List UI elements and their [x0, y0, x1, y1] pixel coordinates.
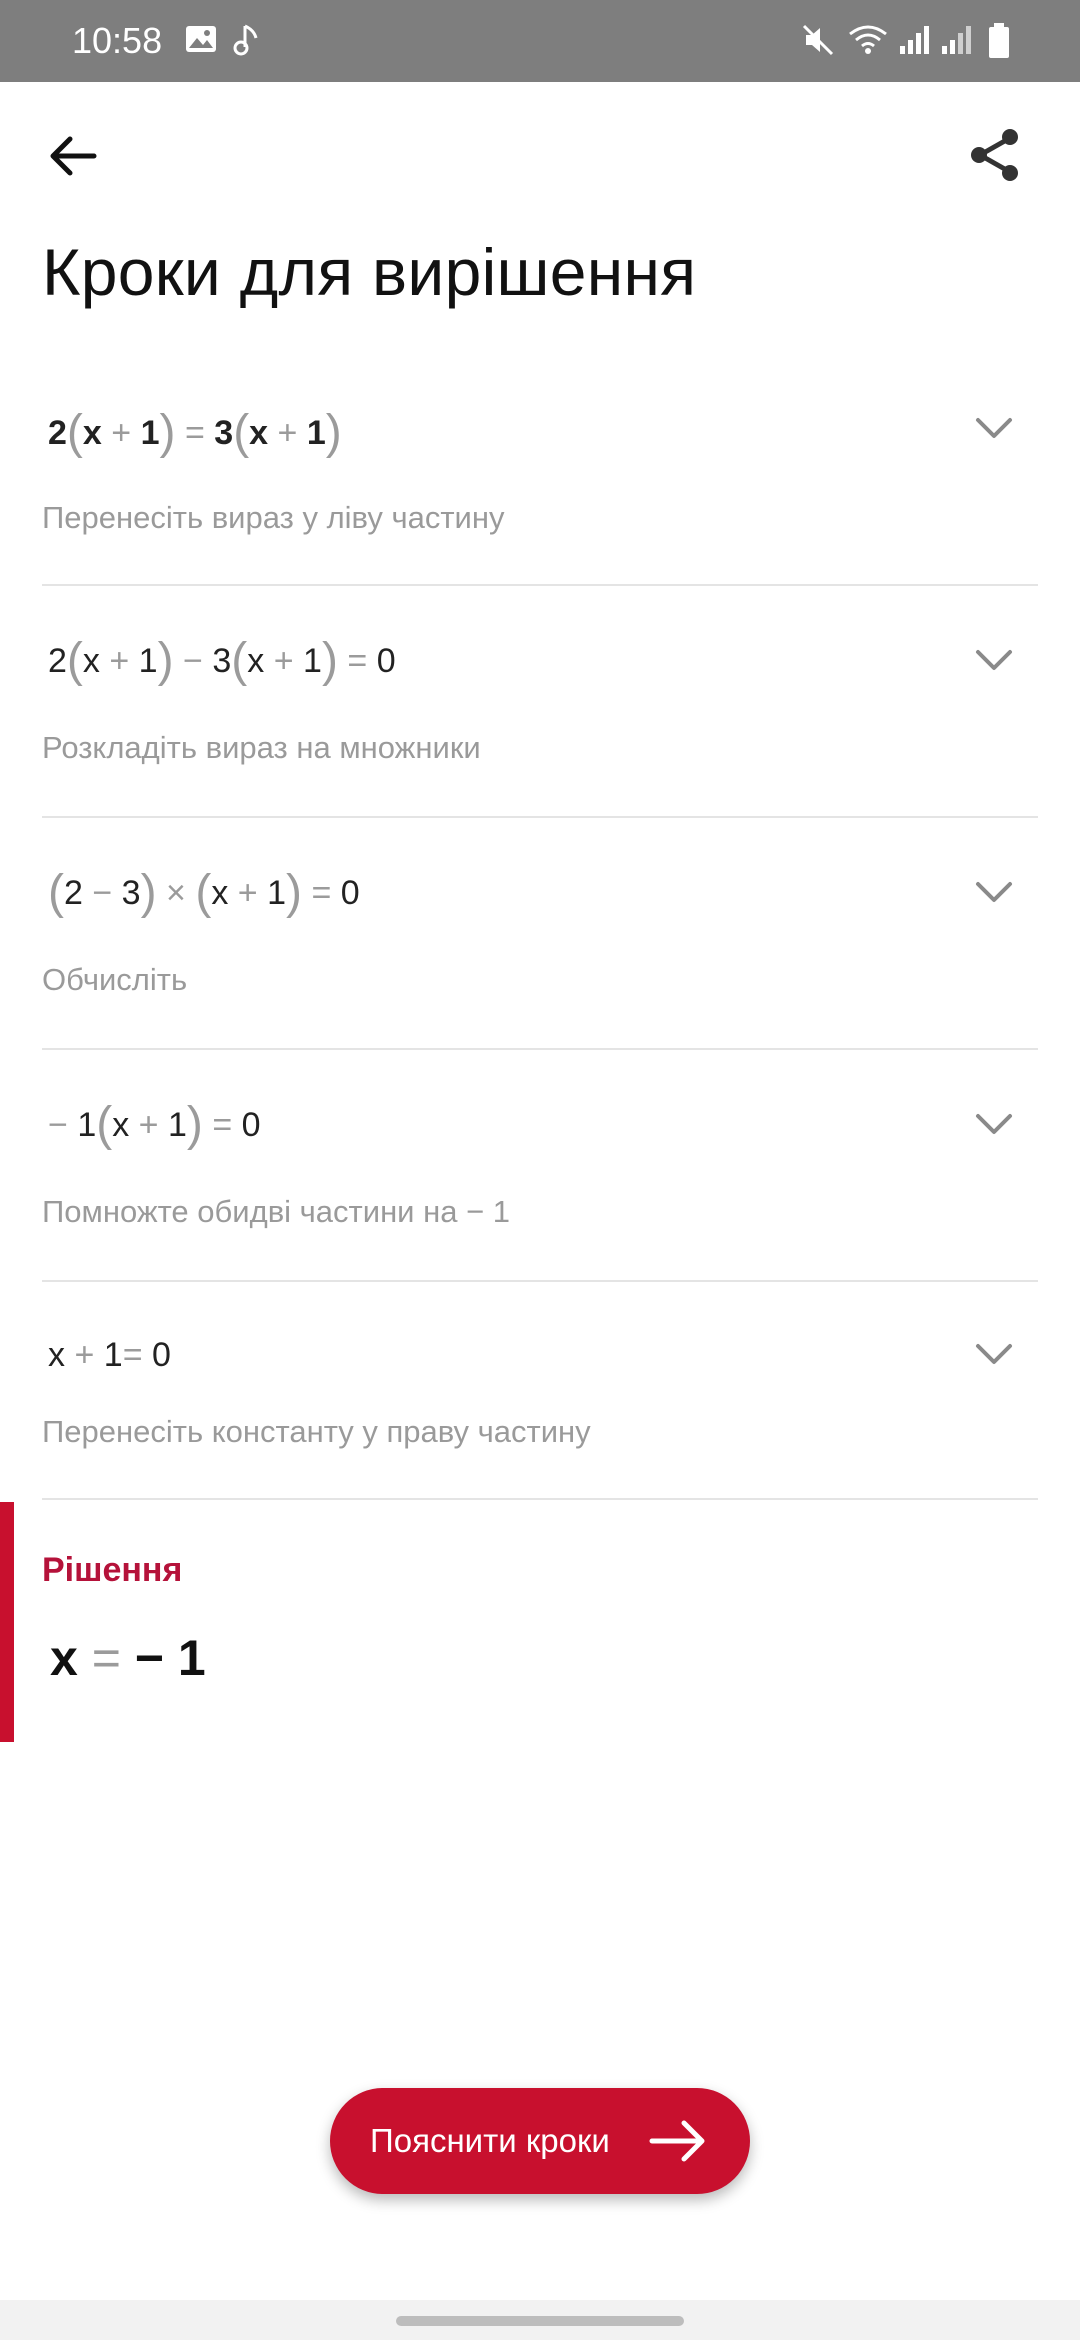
- step-description: Перенесіть вираз у ліву частину: [42, 500, 505, 535]
- chevron-down-icon[interactable]: [972, 406, 1016, 450]
- chevron-down-icon[interactable]: [972, 638, 1016, 682]
- navigation-bar: [0, 2300, 1080, 2340]
- signal-icon: [898, 22, 932, 58]
- share-icon[interactable]: [964, 124, 1026, 186]
- arrow-right-icon: [648, 2116, 708, 2166]
- step-description: Розкладіть вираз на множники: [42, 730, 481, 765]
- step-item[interactable]: [42, 816, 1038, 1050]
- step-expression: 2(x + 1) = 3(x + 1): [48, 406, 342, 459]
- solution-label: Рішення: [42, 1551, 183, 1589]
- step-expression: − 1(x + 1) = 0: [48, 1098, 261, 1151]
- step-item[interactable]: [42, 380, 1038, 586]
- signal-icon-2: [940, 22, 974, 58]
- solution-accent-bar: [0, 1502, 14, 1742]
- explain-steps-button[interactable]: [330, 2088, 750, 2194]
- step-description: Перенесіть константу у праву частину: [42, 1414, 591, 1449]
- wifi-icon: [846, 22, 890, 58]
- music-note-icon: [232, 22, 262, 58]
- image-icon: [184, 22, 218, 56]
- step-item[interactable]: [42, 584, 1038, 818]
- step-expression: 2(x + 1) − 3(x + 1) = 0: [48, 634, 396, 687]
- step-description: Помножте обидві частини на − 1: [42, 1194, 511, 1229]
- chevron-down-icon[interactable]: [972, 1332, 1016, 1376]
- status-time: 10:58: [72, 20, 163, 61]
- battery-icon: [986, 22, 1012, 60]
- home-handle[interactable]: [396, 2316, 684, 2326]
- chevron-down-icon[interactable]: [972, 1102, 1016, 1146]
- step-item[interactable]: [42, 1048, 1038, 1282]
- step-expression: x + 1= 0: [48, 1336, 171, 1374]
- page-title: Кроки для вирішення: [42, 235, 697, 309]
- back-arrow-icon[interactable]: [44, 126, 104, 186]
- status-bar: [0, 0, 1080, 82]
- solution-value: x = − 1: [50, 1630, 206, 1686]
- chevron-down-icon[interactable]: [972, 870, 1016, 914]
- step-description: Обчисліть: [42, 962, 188, 997]
- mute-icon: [800, 22, 836, 58]
- step-item[interactable]: [42, 1280, 1038, 1500]
- step-expression: (2 − 3) × (x + 1) = 0: [48, 866, 360, 919]
- explain-steps-label: Пояснити кроки: [370, 2122, 610, 2159]
